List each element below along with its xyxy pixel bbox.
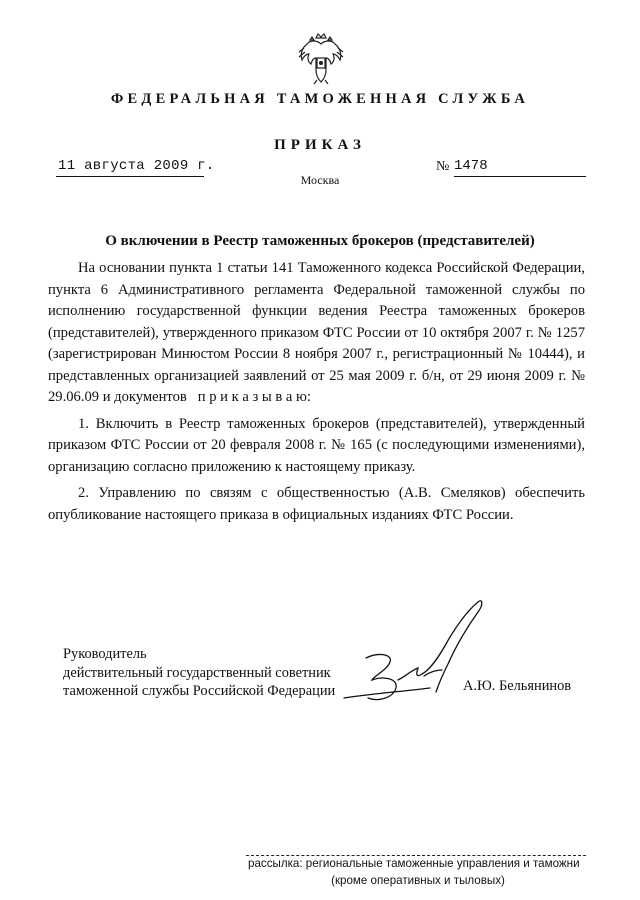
city: Москва bbox=[300, 173, 340, 187]
distribution-note: (кроме оперативных и тыловых) bbox=[331, 874, 505, 887]
order-keyword: п р и к а з ы в а ю: bbox=[197, 389, 311, 405]
signatory-line-2: действительный государственный советник bbox=[63, 664, 331, 681]
signatory-name: А.Ю. Бельянинов bbox=[463, 678, 572, 694]
document-type: ПРИКАЗ bbox=[274, 137, 366, 153]
signatory-line-3: таможенной службы Российской Федерации bbox=[63, 683, 336, 699]
signatory-line-1: Руководитель bbox=[63, 646, 147, 662]
distribution-divider bbox=[246, 855, 586, 856]
preamble-paragraph bbox=[48, 258, 585, 409]
order-date: 11 августа 2009 г. bbox=[58, 158, 215, 174]
item-1: 1. Включить в Реестр таможенных брокеров (представителей), утвержденный приказом ФТС России от 20 февраля 2008 г. № 165 (с последующими изменениями), организацию согласно приложению к настоящему приказу. bbox=[48, 415, 585, 475]
agency-name: ФЕДЕРАЛЬНАЯ ТАМОЖЕННАЯ СЛУЖБА bbox=[110, 91, 530, 107]
distribution-list: рассылка: региональные таможенные управления и таможни bbox=[248, 857, 580, 870]
preamble-text: На основании пункта 1 статьи 141 Таможенного кодекса Российской Федерации, пункта 6 Административного регламента Федеральной таможенной службы по исполнению государственной функции ведения Реестра таможенных брокеров (представителей), утвержденного приказом ФТС России от 10 октября 2007 г. № 1257 (зарегистрирован Минюстом России 8 ноября 2007 г., регистрационный № 10444), и представленных организацией заявлений от 25 мая 2009 г. б/н, от 29 июня 2009 г. № 29.06.09 и документов bbox=[48, 260, 585, 405]
coat-of-arms-emblem bbox=[296, 30, 346, 86]
item-2: 2. Управлению по связям с общественностью (А.В. Смеляков) обеспечить опубликование настоящего приказа в официальных изданиях ФТС России. bbox=[48, 485, 585, 523]
order-number-label: № bbox=[436, 159, 450, 174]
order-number: 1478 bbox=[454, 158, 488, 174]
order-heading: О включении в Реестр таможенных брокеров (представителей) bbox=[105, 233, 535, 249]
order-body bbox=[48, 258, 585, 526]
signatory-title bbox=[63, 645, 335, 701]
